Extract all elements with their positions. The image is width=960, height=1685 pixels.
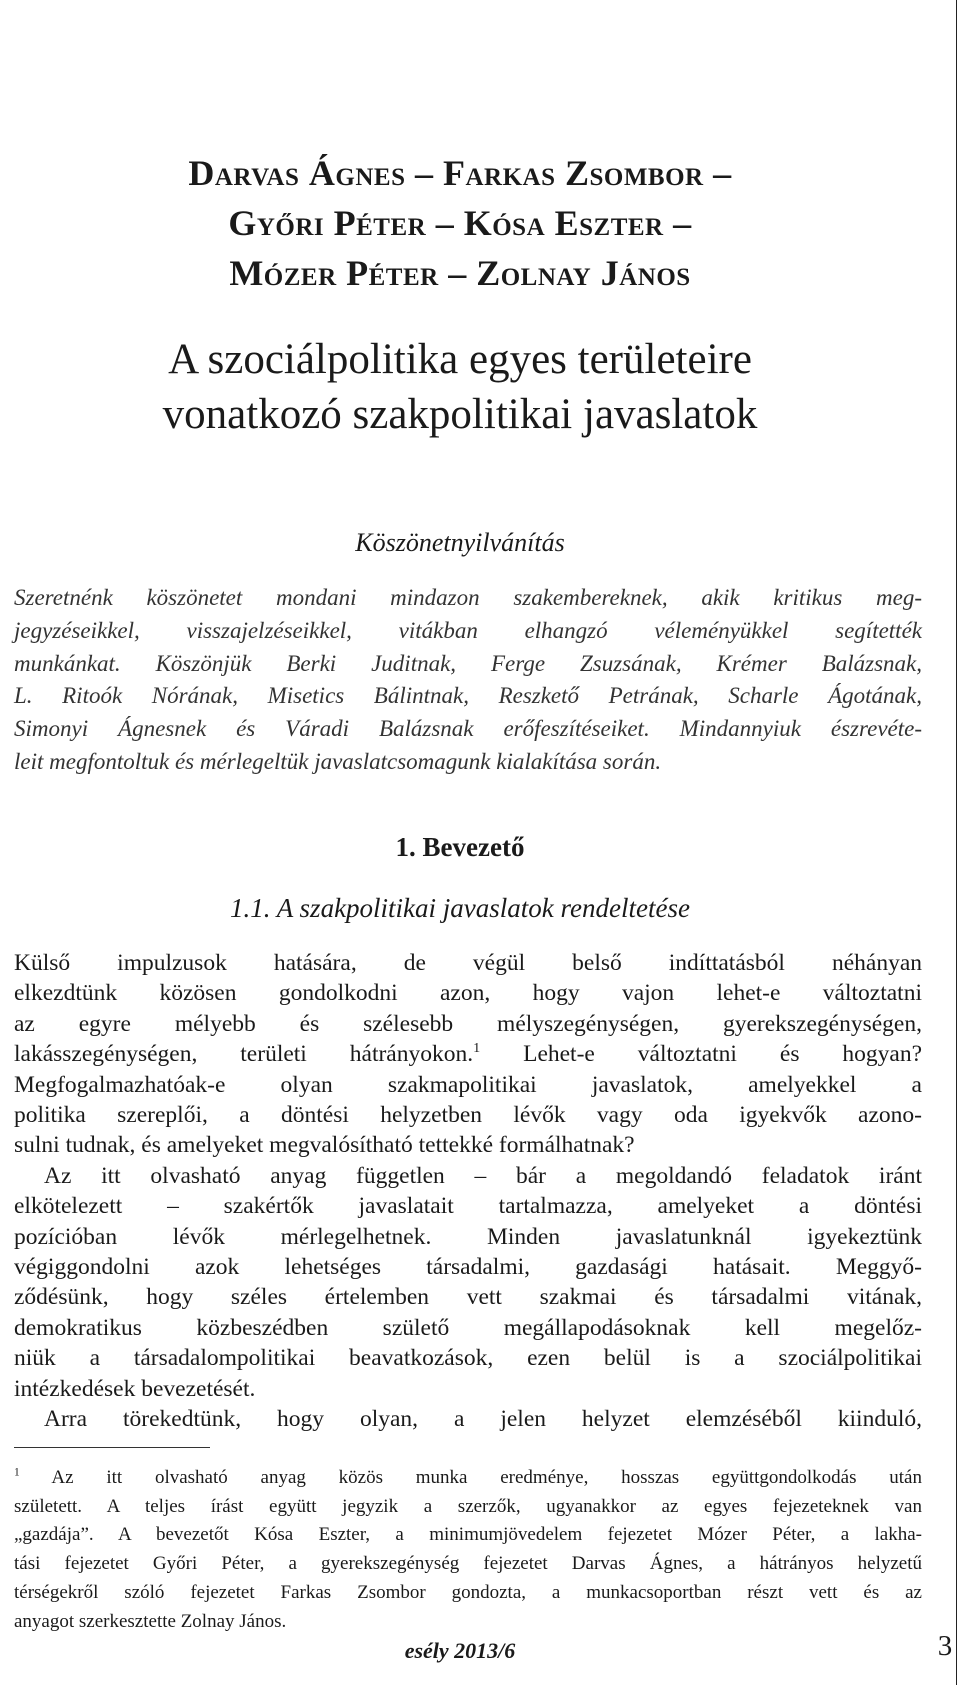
author-line: Darvas Ágnes – Farkas Zsombor – <box>188 153 732 193</box>
body-line: demokratikus közbeszédben születő megállapodásoknak kell megelőz- <box>14 1314 922 1341</box>
journal-name: esély 2013/6 <box>404 1638 516 1663</box>
body-line: niük a társadalompolitikai beavatkozások, ezen belül is a szociálpolitikai <box>14 1345 922 1372</box>
body-line: Külső impulzusok hatására, de végül belső indíttatásból néhányan <box>14 950 922 976</box>
article-title <box>40 332 880 442</box>
footnote-line: térségekről szóló fejezetet Farkas Zsombor gondozta, a munkacsoportban részt vett és az <box>14 1581 922 1603</box>
footnote-reference[interactable]: 1 <box>473 1040 481 1057</box>
footnote-line <box>14 1464 922 1493</box>
footnote-line-text: Az itt olvasható anyag közös munka eredménye, hosszas együttgondolkodás után <box>19 1467 922 1488</box>
body-line: politika szereplői, a döntési helyzetben lévők vagy oda igyekvők azono- <box>14 1102 922 1129</box>
acknowledgement-line: munkánkat. Köszönjük Berki Juditnak, Ferge Zsuzsának, Krémer Balázsnak, <box>14 650 922 676</box>
body-line: Megfogalmazhatóak-e olyan szakmapolitikai javaslatok, amelyekkel a <box>14 1071 922 1098</box>
author-list <box>60 148 860 298</box>
footnote-line: született. A teljes írást együtt jegyzik a szerzők, ugyanakkor az egyes fejezeteknek van <box>14 1495 922 1517</box>
body-line: sulni tudnak, és amelyeket megvalósítható tettekké formálhatnak? <box>14 1132 635 1159</box>
author-line: Győri Péter – Kósa Eszter – <box>228 203 692 243</box>
body-line: Az itt olvasható anyag független – bár a megoldandó feladatok iránt <box>44 1162 922 1189</box>
body-text <box>14 948 922 1435</box>
page-number: 3 <box>937 1630 953 1662</box>
title-line: vonatkozó szakpolitikai javaslatok <box>162 391 758 438</box>
subsection-heading: 1.1. A szakpolitikai javaslatok rendeltetése <box>230 893 690 923</box>
acknowledgement-line: jegyzéseikkel, visszajelzéseikkel, vitákban elhangzó véleményükkel segítették <box>14 617 922 643</box>
body-line: ződésünk, hogy széles értelemben vett szakmai és társadalmi vitának, <box>14 1284 922 1311</box>
section-heading: 1. Bevezető <box>395 832 525 862</box>
body-line-text: Lehet-e változtatni és hogyan? <box>480 1041 922 1068</box>
footnote-line: anyagot szerkesztette Zolnay János. <box>14 1610 287 1632</box>
acknowledgement-paragraph <box>14 582 922 779</box>
body-line: elkezdtünk közösen gondolkodni azon, hogy vajon lehet-e változtatni <box>14 980 922 1007</box>
footnote-marker: 1 <box>14 1466 20 1479</box>
acknowledgement-line: leit megfontoltuk és mérlegeltük javaslatcsomagunk kialakítása során. <box>14 748 662 774</box>
body-line: Arra törekedtünk, hogy olyan, a jelen helyzet elemzéséből kiinduló, <box>44 1406 922 1433</box>
body-line-with-footnote <box>14 1039 922 1069</box>
body-line: elkötelezett – szakértők javaslatait tartalmazza, amelyeket a döntési <box>14 1193 922 1220</box>
page-edge-rule <box>956 0 957 1685</box>
acknowledgement-line: L. Ritoók Nórának, Misetics Bálintnak, Reszkető Petrának, Scharle Ágotának, <box>14 683 922 709</box>
footnote <box>14 1464 922 1636</box>
footnote-line: „gazdája”. A bevezetőt Kósa Eszter, a minimumjövedelem fejezetet Mózer Péter, a lakha- <box>14 1524 922 1546</box>
footnote-separator <box>14 1447 210 1448</box>
acknowledgement-line: Szeretnénk köszönetet mondani mindazon szakembereknek, akik kritikus meg- <box>14 585 922 610</box>
body-line: az egyre mélyebb és szélesebb mélyszegénységen, gyerekszegénységen, <box>14 1010 922 1037</box>
title-line: A szociálpolitika egyes területeire <box>168 336 752 383</box>
body-line: pozícióban lévők mérlegelhetnek. Minden javaslatunknál igyekeztünk <box>14 1223 922 1250</box>
acknowledgement-line: Simonyi Ágnesnek és Váradi Balázsnak erőfeszítéseiket. Mindannyiuk észrevéte- <box>14 716 922 742</box>
acknowledgement-heading: Köszönetnyilvánítás <box>355 528 565 557</box>
body-line: intézkedések bevezetését. <box>14 1375 256 1402</box>
footnote-line: tási fejezetet Győri Péter, a gyerekszegénység fejezetet Darvas Ágnes, a hátrányos helyzetű <box>14 1553 922 1575</box>
author-line: Mózer Péter – Zolnay János <box>229 253 691 293</box>
body-line-text: lakásszegénységen, területi hátrányokon. <box>14 1041 474 1068</box>
body-line: végiggondolni azok lehetséges társadalmi, gazdasági hatásait. Meggyő- <box>14 1254 922 1281</box>
